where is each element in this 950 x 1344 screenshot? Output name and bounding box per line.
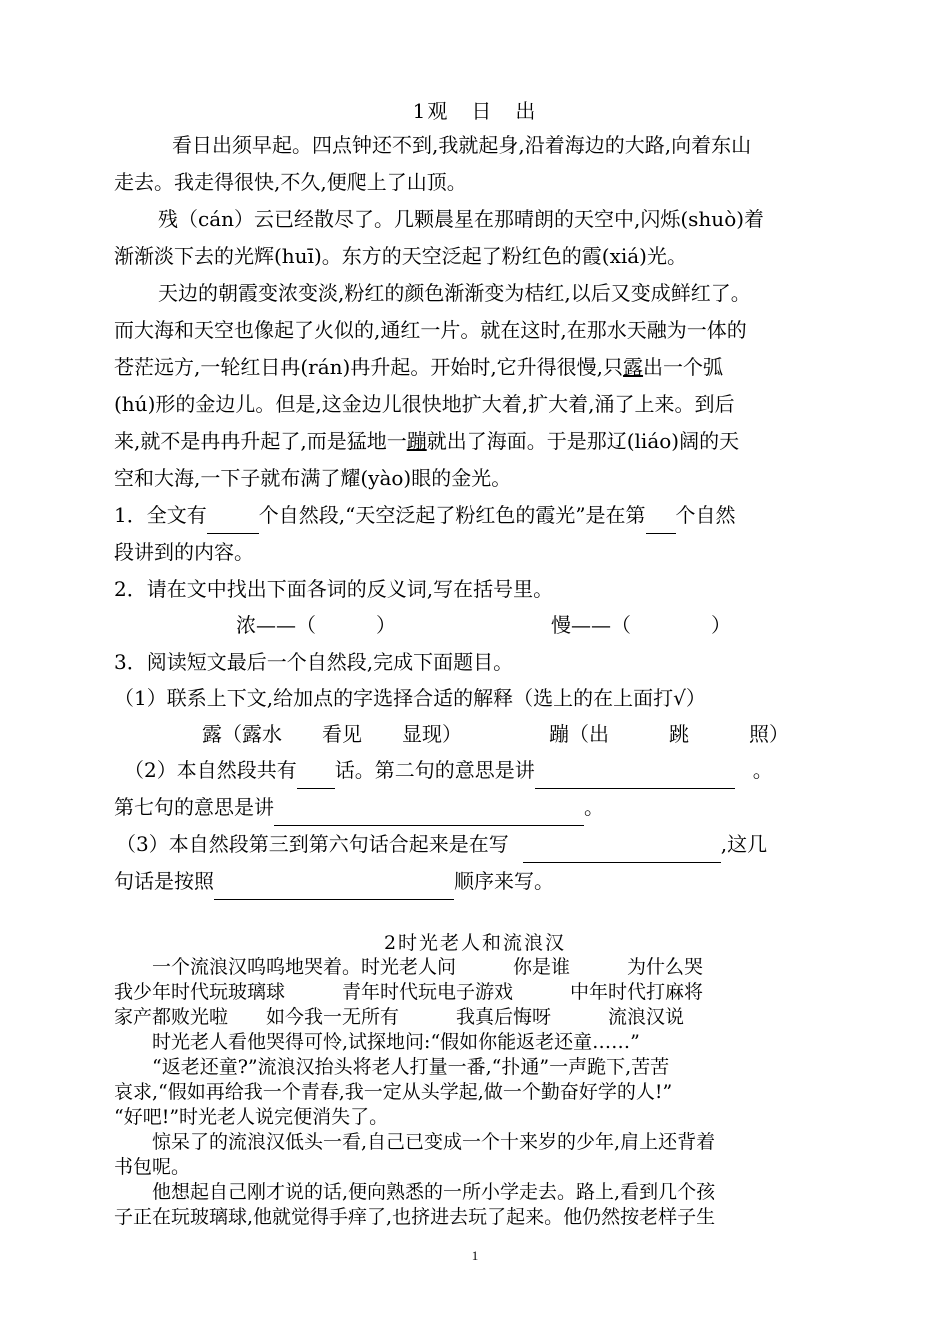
- paragraph-line: 天边的朝霞变浓变淡,粉红的颜色渐渐变为桔红,以后又变成鲜红了。: [158, 281, 751, 305]
- question-3-1: （1）联系上下文,给加点的字选择合适的解释（选上的在上面打√）: [114, 686, 706, 710]
- answer-blank[interactable]: [214, 877, 454, 900]
- answer-blank[interactable]: [274, 803, 584, 826]
- paragraph-line: 家产都败光啦 如今我一无所有 我真后悔呀 流浪汉说: [114, 1006, 685, 1028]
- section2-title: 2时光老人和流浪汉: [383, 932, 567, 954]
- paragraph-line: 苍茫远方,一轮红日冉(rán)冉升起。开始时,它升得很慢,只露出一个弧: [114, 355, 724, 379]
- antonym-man[interactable]: 慢——（ ）: [551, 613, 731, 637]
- question-3-3-line2: 句话是按照 顺序来写。: [114, 863, 554, 900]
- question-3-2-line2: 第七句的意思是讲 。: [114, 789, 604, 826]
- paragraph-line: 来,就不是冉冉升起了,而是猛地一蹦就出了海面。于是那辽(liáo)阔的天: [114, 429, 740, 453]
- paragraph-line: 他想起自己刚才说的话,便向熟悉的一所小学走去。路上,看到几个孩: [114, 1181, 716, 1203]
- question-1-line2: 段讲到的内容。: [114, 540, 254, 564]
- answer-blank[interactable]: [207, 511, 259, 534]
- question-1: 1．全文有 个自然段,“天空泛起了粉红色的霞光”是在第 个自然: [114, 497, 736, 534]
- section1-title: 1观 日 出: [412, 99, 538, 123]
- answer-blank[interactable]: [523, 840, 721, 863]
- marked-char-beng: 蹦: [406, 429, 427, 453]
- choice-beng[interactable]: 蹦（出 跳 照）: [549, 722, 789, 746]
- paragraph-line: 哀求,“假如再给我一个青春,我一定从头学起,做一个勤奋好学的人!”: [114, 1081, 673, 1103]
- answer-blank[interactable]: [535, 766, 735, 789]
- question-2: 2．请在文中找出下面各词的反义词,写在括号里。: [114, 577, 554, 601]
- paragraph-line: 残（cán）云已经散尽了。几颗晨星在那晴朗的天空中,闪烁(shuò)着: [158, 207, 765, 231]
- question-3-3: （3）本自然段第三到第六句话合起来是在写 ,这几: [116, 826, 767, 863]
- paragraph-line: 子正在玩玻璃球,他就觉得手痒了,也挤进去玩了起来。他仍然按老样子生: [114, 1206, 716, 1228]
- paragraph-line: 而大海和天空也像起了火似的,通红一片。就在这时,在那水天融为一体的: [114, 318, 747, 342]
- paragraph-line: 渐渐淡下去的光辉(huī)。东方的天空泛起了粉红色的霞(xiá)光。: [114, 244, 687, 268]
- marked-char-lu: 露: [623, 355, 644, 379]
- answer-blank[interactable]: [297, 766, 335, 789]
- choice-lu[interactable]: 露（露水 看见 显现）: [202, 722, 462, 746]
- paragraph-line: “返老还童?”流浪汉抬头将老人打量一番,“扑通”一声跪下,苦苦: [114, 1056, 670, 1078]
- paragraph-line: 空和大海,一下子就布满了耀(yào)眼的金光。: [114, 466, 512, 490]
- question-3: 3．阅读短文最后一个自然段,完成下面题目。: [114, 650, 514, 674]
- paragraph-line: 惊呆了的流浪汉低头一看,自己已变成一个十来岁的少年,肩上还背着: [114, 1131, 716, 1153]
- paragraph-line: 一个流浪汉呜呜地哭着。时光老人问 你是谁 为什么哭: [114, 956, 704, 978]
- antonym-nong[interactable]: 浓——（ ）: [236, 613, 396, 637]
- page-number: 1: [471, 1248, 479, 1263]
- paragraph-line: (hú)形的金边儿。但是,这金边儿很快地扩大着,扩大着,涌了上来。到后: [114, 392, 735, 416]
- paragraph-line: 我少年时代玩玻璃球 青年时代玩电子游戏 中年时代打麻将: [114, 981, 704, 1003]
- paragraph-line: 书包呢。: [114, 1156, 191, 1178]
- paragraph-line: 走去。我走得很快,不久,便爬上了山顶。: [114, 170, 467, 194]
- paragraph-line: 时光老人看他哭得可怜,试探地问:“假如你能返老还童……”: [114, 1031, 640, 1053]
- paragraph-line: “好吧!”时光老人说完便消失了。: [114, 1106, 389, 1128]
- answer-blank[interactable]: [646, 511, 676, 534]
- question-3-2: （2）本自然段共有 话。第二句的意思是讲 。: [124, 752, 773, 789]
- paragraph-line: 看日出须早起。四点钟还不到,我就起身,沿着海边的大路,向着东山: [172, 133, 752, 157]
